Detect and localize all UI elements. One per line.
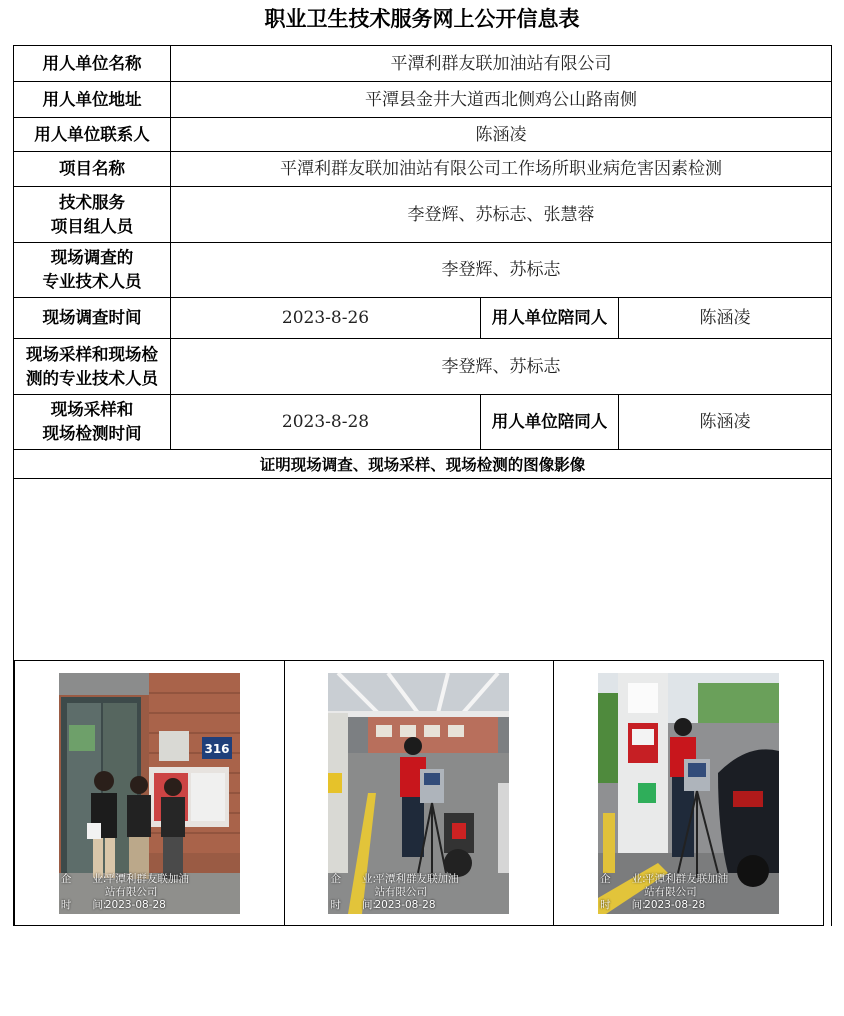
caption-1-time: 2023-08-28: [104, 898, 166, 911]
caption-3-enterprise-1: 平潭利群友联加油: [644, 872, 729, 885]
sampling-time-label: [14, 395, 171, 450]
photo-caption-3: [598, 873, 779, 914]
caption-1-enterprise-2: 站有限公司: [104, 885, 158, 898]
caption-3-time-key: 时 间:: [600, 898, 646, 911]
team-value: 李登辉、苏标志、张慧蓉: [171, 187, 832, 243]
caption-1-enterprise-1: 平潭利群友联加油: [104, 872, 189, 885]
team-label: [14, 187, 171, 243]
survey-staff-value: 李登辉、苏标志: [171, 243, 832, 298]
survey-escort-value: 陈涵凌: [619, 298, 832, 339]
sampling-escort-label: 用人单位陪同人: [481, 395, 619, 450]
sampling-staff-label: [14, 339, 171, 395]
survey-staff-label-line2: 专业技术人员: [42, 272, 142, 291]
caption-1-time-key: 时 间:: [60, 898, 107, 911]
sampling-staff-label-line2: 测的专业技术人员: [26, 368, 158, 388]
photo-staff-entrance: [59, 673, 240, 914]
survey-staff-label-line1: 现场调查的: [50, 248, 134, 267]
caption-3-time: 2023-08-28: [644, 898, 706, 911]
sampling-staff-value: 李登辉、苏标志: [171, 339, 832, 395]
caption-2-enterprise-key: 企 业:: [330, 872, 377, 885]
team-label-line2: 项目组人员: [50, 216, 134, 236]
page-title: 职业卫生技术服务网上公开信息表: [264, 7, 580, 31]
unit-name-value: 平潭利群友联加油站有限公司: [171, 46, 832, 82]
sampling-escort-value: 陈涵凌: [619, 395, 832, 450]
photo-sampling-canopy: [328, 673, 509, 914]
photo-sampling-pump: [598, 673, 779, 914]
images-section-title: 证明现场调查、现场采样、现场检测的图像影像: [14, 450, 832, 479]
photo-cell-1: [15, 661, 285, 926]
survey-time-value: 2023-8-26: [171, 298, 481, 339]
sampling-time-value: 2023-8-28: [171, 395, 481, 450]
sampling-time-label-line2: 现场检测时间: [42, 424, 142, 443]
sign-number-316: 316: [204, 741, 230, 756]
caption-2-time: 2023-08-28: [374, 898, 436, 911]
caption-2-enterprise-2: 站有限公司: [374, 885, 427, 898]
photo-caption-2: [328, 873, 509, 914]
photo-grid: [14, 660, 824, 926]
unit-address-value: 平潭县金井大道西北侧鸡公山路南侧: [171, 82, 832, 118]
unit-address-label: 用人单位地址: [14, 82, 171, 118]
survey-escort-label: 用人单位陪同人: [481, 298, 619, 339]
unit-contact-label: 用人单位联系人: [14, 118, 171, 152]
unit-name-label: 用人单位名称: [14, 46, 171, 82]
team-label-line1: 技术服务: [59, 192, 125, 212]
caption-3-enterprise-2: 站有限公司: [644, 885, 697, 898]
photo-cell-3: [554, 661, 824, 926]
caption-1-enterprise-key: 企 业:: [60, 872, 107, 885]
photo-caption-1: [59, 873, 240, 914]
caption-2-time-key: 时 间:: [330, 898, 377, 911]
project-name-value: 平潭利群友联加油站有限公司工作场所职业病危害因素检测: [171, 152, 832, 187]
survey-time-label: 现场调查时间: [14, 298, 171, 339]
project-name-label: 项目名称: [14, 152, 171, 187]
sampling-time-label-line1: 现场采样和: [50, 400, 134, 419]
caption-3-enterprise-key: 企 业:: [600, 872, 646, 885]
photo-cell-2: [284, 661, 554, 926]
caption-2-enterprise-1: 平潭利群友联加油: [374, 872, 459, 885]
sampling-staff-label-line1: 现场采样和现场检: [26, 344, 158, 364]
survey-staff-label: [14, 243, 171, 298]
unit-contact-value: 陈涵凌: [171, 118, 832, 152]
